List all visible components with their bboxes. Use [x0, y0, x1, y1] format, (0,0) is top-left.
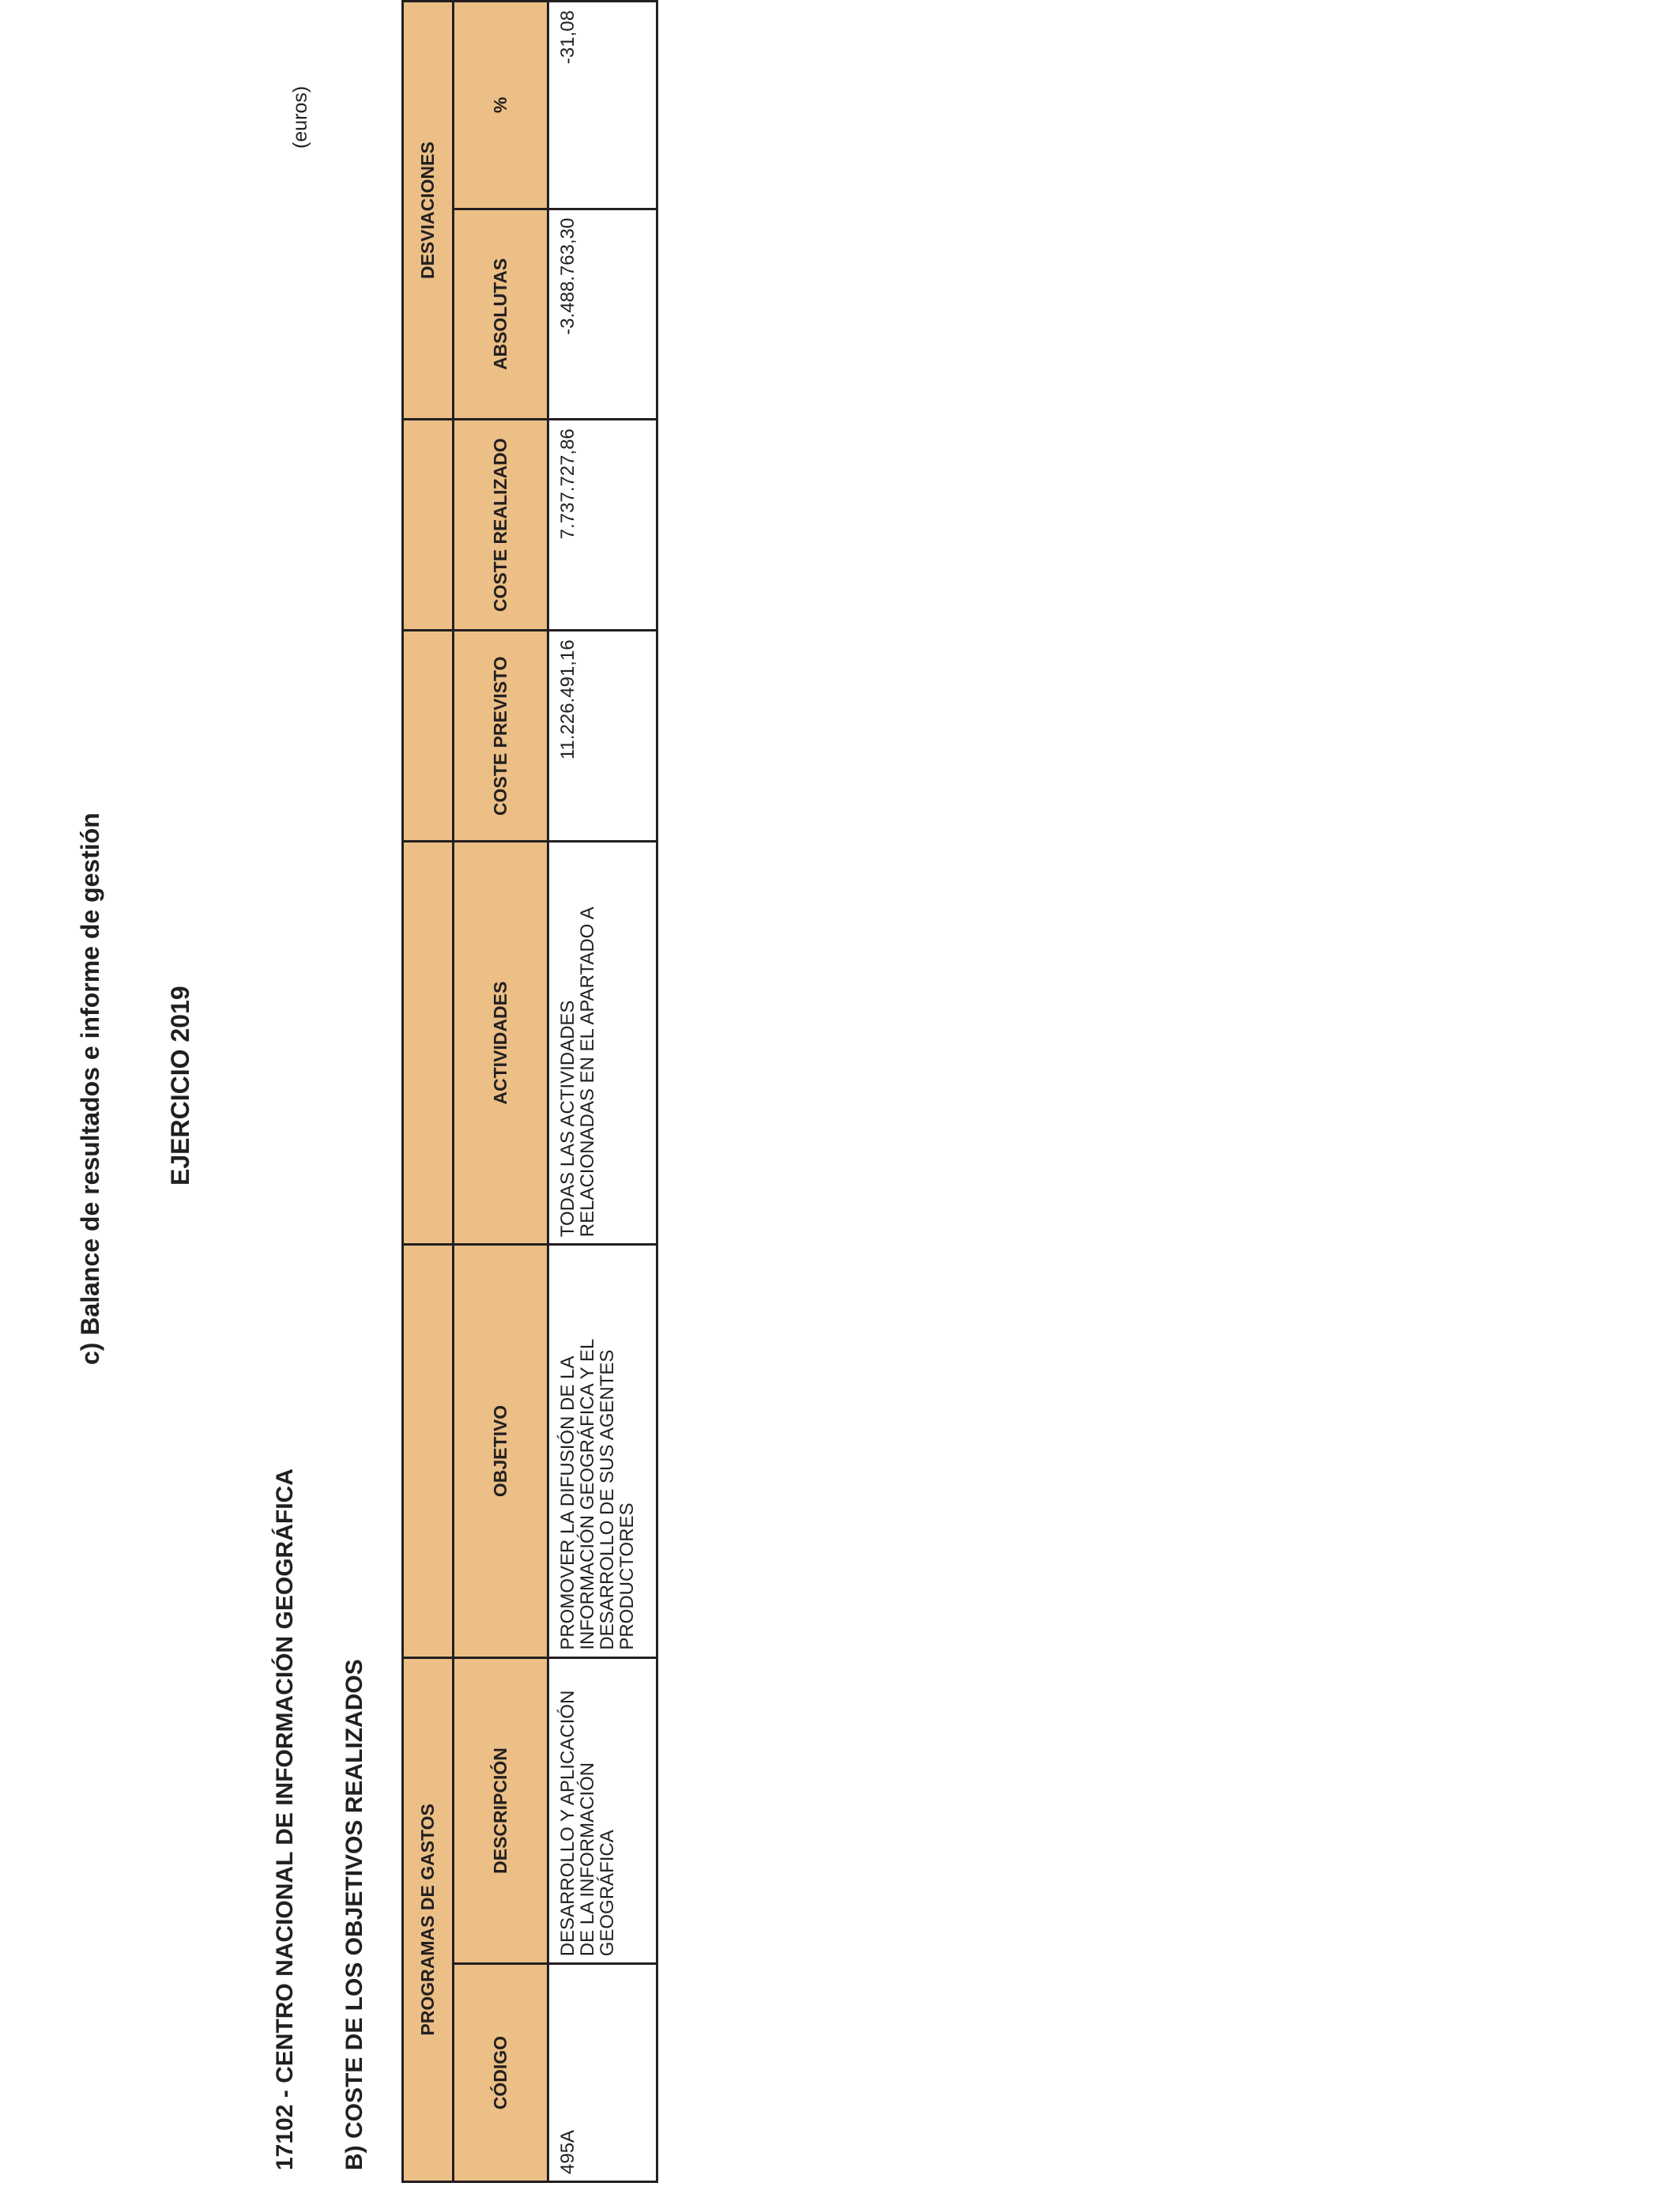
cell-coste-previsto: 11.226.491,16 — [548, 631, 657, 842]
header-group-desviaciones: DESVIACIONES — [403, 2, 454, 420]
header-group-blank-previsto — [403, 631, 454, 842]
cell-porcentaje: -31,08 — [548, 2, 657, 209]
header-porcentaje: % — [454, 2, 548, 209]
document-title: c) Balance de resultados e informe de gestión — [76, 812, 104, 1365]
cell-actividades: TODAS LAS ACTIVIDADES RELACIONADAS EN EL APARTADO A — [548, 842, 657, 1245]
header-codigo: CÓDIGO — [454, 1964, 548, 2182]
header-coste-previsto: COSTE PREVISTO — [454, 631, 548, 842]
header-coste-realizado: COSTE REALIZADO — [454, 420, 548, 631]
cell-codigo: 495A — [548, 1964, 657, 2182]
header-objetivo: OBJETIVO — [454, 1245, 548, 1657]
header-column-row — [454, 2, 548, 2182]
header-descripcion: DESCRIPCIÓN — [454, 1657, 548, 1964]
section-title: B) COSTE DE LOS OBJETIVOS REALIZADOS — [341, 1659, 367, 2170]
cell-descripcion: DESARROLLO Y APLICACIÓN DE LA INFORMACIÓN GEOGRÁFICA — [548, 1657, 657, 1964]
header-group-row — [403, 2, 454, 2182]
units-label: (euros) — [289, 85, 311, 149]
exercise-year: EJERCICIO 2019 — [166, 986, 194, 1186]
cell-coste-realizado: 7.737.727,86 — [548, 420, 657, 631]
cell-objetivo: PROMOVER LA DIFUSIÓN DE LA INFORMACIÓN GEOGRÁFICA Y EL DESARROLLO DE SUS AGENTES PRODUCTORES — [548, 1245, 657, 1657]
cost-objectives-table — [401, 0, 658, 2183]
header-absolutas: ABSOLUTAS — [454, 209, 548, 420]
entity-name: 17102 - CENTRO NACIONAL DE INFORMACIÓN GEOGRÁFICA — [272, 1468, 298, 2170]
header-group-blank-realizado — [403, 420, 454, 631]
header-actividades: ACTIVIDADES — [454, 842, 548, 1245]
header-group-programas: PROGRAMAS DE GASTOS — [403, 1657, 454, 2181]
cell-absolutas: -3.488.763,30 — [548, 209, 657, 420]
header-group-blank-objetivo — [403, 1245, 454, 1657]
header-group-blank-actividades — [403, 842, 454, 1245]
table-row — [548, 2, 657, 2182]
